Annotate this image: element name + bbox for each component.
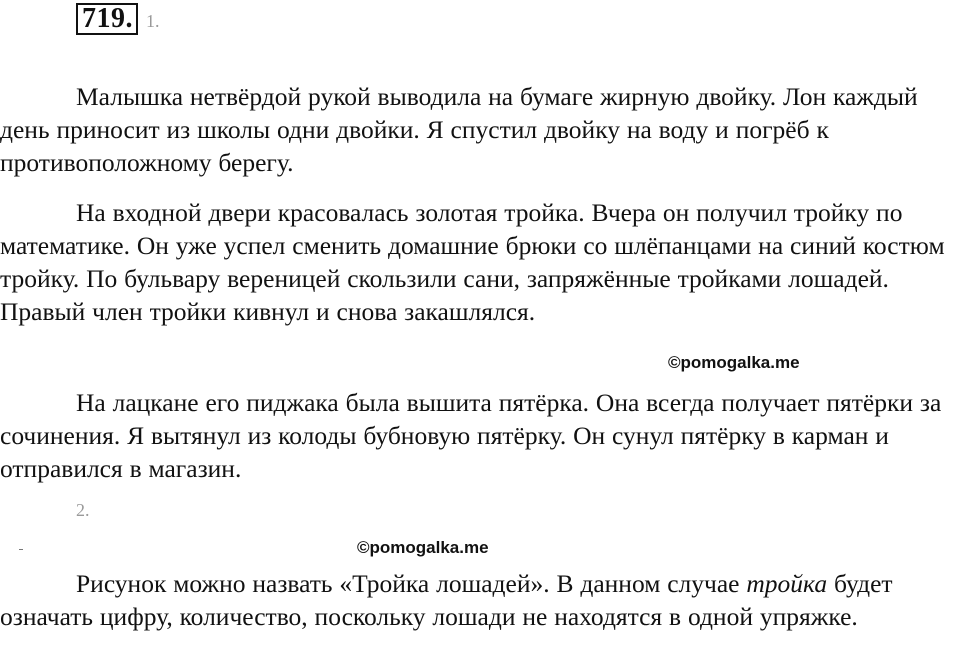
paragraph-4-text-start: Рисунок можно назвать «Тройка лошадей». В данном случае	[76, 569, 747, 598]
paragraph-4-italic-word: тройка	[746, 569, 828, 598]
exercise-header	[76, 5, 160, 35]
watermark: ©pomogalka.me	[668, 353, 800, 372]
part-2-label: 2.	[76, 500, 90, 520]
paragraph-4-text-end: будет означать цифру, количество, поскольку лошади не находятся в одной упряжке.	[0, 569, 893, 631]
watermark: ©pomogalka.me	[357, 538, 489, 557]
part-1-label: 1.	[146, 11, 160, 31]
stray-dash-mark	[19, 549, 23, 550]
paragraph-1: Малышка нетвёрдой рукой выводила на бумаге жирную двойку. Лон каждый день приносит из школы одни двойки. Я спустил двойку на воду и погрёб к противоположному берегу.	[0, 82, 918, 177]
exercise-number: 719.	[76, 3, 138, 35]
paragraph-4	[0, 567, 960, 633]
paragraph-3: На лацкане его пиджака была вышита пятёрка. Она всегда получает пятёрки за сочинения. Я вытянул из колоды бубновую пятёрку. Он сунул пятёрку в карман и отправился в магазин.	[0, 388, 942, 483]
paragraph-2: На входной двери красовалась золотая тройка. Вчера он получил тройку по математике. Он уже успел сменить домашние брюки со шлёпанцами на синий костюм тройку. По бульвару вереницей скользили сани, запряжённые тройками лошадей. Правый член тройки кивнул и снова закашлялся.	[0, 198, 945, 326]
